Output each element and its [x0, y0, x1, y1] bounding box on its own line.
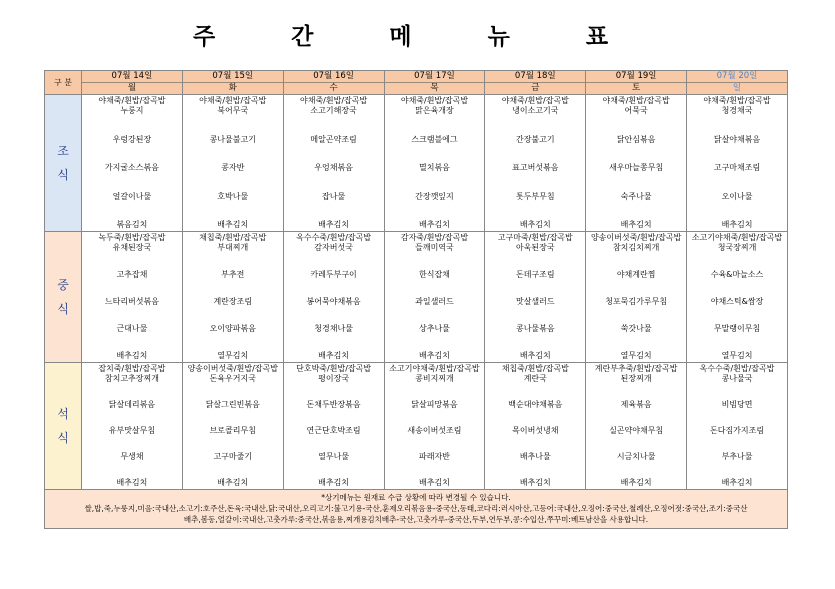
day-date: 07월 16일 [284, 71, 384, 83]
menu-item: 배추김치 [116, 478, 148, 487]
menu-item: 청경채국 [721, 106, 753, 115]
menu-item: 양송이버섯죽/흰밥/잡곡밥 [590, 233, 682, 242]
menu-item: 고구마줄기 [213, 452, 253, 461]
menu-item: 닭살피망볶음 [411, 400, 458, 409]
menu-item: 계란부추죽/흰밥/잡곡밥 [594, 364, 678, 373]
day-date: 07월 17일 [385, 71, 485, 83]
menu-item: 우렁강된장 [112, 134, 152, 144]
menu-item: 배추김치 [418, 220, 450, 229]
menu-item: 볶음김치 [116, 220, 148, 229]
menu-item: 닭안심볶음 [616, 134, 656, 144]
breakfast-cell-day-5 [485, 95, 586, 232]
breakfast-cell-day-3 [283, 95, 384, 232]
menu-item: 열무김치 [217, 351, 249, 360]
menu-item: 채칩죽/흰밥/잡곡밥 [501, 364, 569, 373]
menu-item: 아욱된장국 [515, 243, 555, 252]
header-day-6 [586, 71, 687, 95]
menu-item: 느타리버섯볶음 [104, 297, 159, 306]
lunch-cell-day-1 [82, 232, 183, 363]
menu-item: 배추김치 [318, 478, 350, 487]
menu-item: 배추김치 [519, 351, 551, 360]
menu-item: 채칩죽/흰밥/잡곡밥 [199, 233, 267, 242]
day-weekday: 화 [228, 83, 237, 93]
header-day-4 [384, 71, 485, 95]
menu-item: 열무나물 [318, 452, 350, 461]
menu-item: 열무김치 [620, 351, 652, 360]
menu-item: 녹두죽/흰밥/잡곡밥 [98, 233, 166, 242]
menu-item: 돈육우거지국 [209, 374, 256, 383]
menu-item: 콩나물볶음 [515, 324, 555, 333]
menu-item: 멸치볶음 [418, 163, 450, 172]
menu-item: 야채죽/흰밥/잡곡밥 [400, 96, 469, 105]
menu-item: 소고기야채죽/흰밥/잡곡밥 [691, 233, 783, 242]
footnote [45, 490, 788, 529]
menu-item: 청포묵김가루무침 [605, 297, 668, 306]
menu-item: 북어무국 [217, 106, 249, 115]
day-date: 07월 18일 [485, 71, 585, 83]
header-day-3 [283, 71, 384, 95]
menu-item: 야채죽/흰밥/잡곡밥 [98, 96, 166, 105]
dinner-cell-day-3 [283, 363, 384, 490]
day-weekday: 목 [430, 83, 439, 93]
menu-item: 스크램블에그 [411, 134, 458, 144]
menu-item: 양송이버섯죽/흰밥/잡곡밥 [187, 364, 278, 373]
menu-item: 감자버섯국 [314, 243, 353, 252]
menu-item: 파래자반 [418, 452, 450, 461]
menu-item: 누룽지 [120, 106, 144, 115]
menu-item: 우엉채볶음 [314, 163, 353, 172]
menu-item: 근대나물 [116, 324, 148, 333]
lunch-cell-day-3 [283, 232, 384, 363]
menu-item: 맛살샐러드 [515, 297, 555, 306]
menu-item: 야채계란찜 [616, 270, 656, 279]
header-label-cell: 구 분 [45, 71, 82, 95]
menu-item: 톳두부무침 [515, 191, 555, 201]
menu-item: 냉이소고기국 [512, 106, 559, 115]
menu-item: 목이버섯냉채 [512, 426, 559, 435]
menu-item: 오이나물 [721, 191, 753, 201]
menu-item: 돈다짐가지조림 [709, 426, 765, 435]
menu-item: 숙주나물 [620, 191, 652, 201]
footnote-row [45, 490, 788, 529]
menu-item: 배추김치 [318, 351, 350, 360]
menu-item: 과일샐러드 [415, 297, 454, 306]
day-date: 07월 19일 [586, 71, 686, 83]
lunch-cell-day-7 [687, 232, 788, 363]
menu-item: 계란국 [523, 374, 547, 383]
menu-item: 참치고추장찌개 [104, 374, 159, 383]
dinner-label: 석 식 [45, 363, 82, 490]
menu-item: 배추김치 [418, 478, 450, 487]
menu-item: 배추김치 [116, 351, 148, 360]
breakfast-cell-day-2 [182, 95, 283, 232]
menu-item: 콩나물국 [721, 374, 753, 383]
menu-item: 콩비지찌개 [415, 374, 454, 383]
menu-item: 단호박죽/흰밥/잡곡밥 [296, 364, 372, 373]
lunch-label: 중 식 [45, 232, 82, 363]
header-day-5 [485, 71, 586, 95]
menu-item: 얼갈이나물 [112, 191, 152, 201]
lunch-cell-day-2 [182, 232, 283, 363]
menu-item: 배추김치 [620, 478, 652, 487]
breakfast-cell-day-4 [384, 95, 485, 232]
menu-item: 배추나물 [519, 452, 551, 461]
menu-item: 평이장국 [318, 374, 350, 383]
dinner-cell-day-6 [586, 363, 687, 490]
menu-item: 한식잡채 [418, 270, 450, 279]
menu-item: 옥수수죽/흰밥/잡곡밥 [699, 364, 775, 373]
dinner-cell-day-2 [182, 363, 283, 490]
menu-item: 브로콜리무침 [209, 426, 256, 435]
menu-item: 부추전 [221, 270, 245, 279]
menu-item: 콩나물불고기 [209, 134, 256, 144]
menu-item: 메알곤약조림 [310, 134, 357, 144]
breakfast-label: 조 식 [45, 95, 82, 232]
menu-item: 배추김치 [217, 478, 249, 487]
menu-item: 비빔당면 [721, 400, 753, 409]
menu-item: 배추김치 [721, 478, 753, 487]
menu-item: 호박나물 [217, 191, 249, 201]
menu-item: 무생채 [120, 452, 144, 461]
day-date: 07월 14일 [82, 71, 182, 83]
menu-item: 배추김치 [721, 220, 753, 229]
menu-item: 상추나물 [418, 324, 450, 333]
lunch-cell-day-5 [485, 232, 586, 363]
menu-item: 연근단호박조림 [306, 426, 361, 435]
day-weekday: 토 [632, 83, 641, 93]
menu-item: 제육볶음 [620, 400, 652, 409]
header-day-1 [82, 71, 183, 95]
menu-item: 새송이버섯조림 [407, 426, 462, 435]
breakfast-row [45, 95, 788, 232]
menu-item: 배추김치 [519, 220, 551, 229]
menu-item: 시금치나물 [616, 452, 656, 461]
menu-item: 야채스틱&쌈장 [710, 297, 764, 306]
day-date: 07월 15일 [183, 71, 283, 83]
menu-item: 배추김치 [318, 220, 350, 229]
lunch-cell-day-6 [586, 232, 687, 363]
day-weekday: 금 [531, 83, 540, 93]
lunch-cell-day-4 [384, 232, 485, 363]
menu-item: 야채죽/흰밥/잡곡밥 [602, 96, 670, 105]
breakfast-cell-day-1 [82, 95, 183, 232]
page-title: 주 간 메 뉴 표 [192, 24, 643, 50]
day-weekday: 월 [127, 83, 137, 93]
header-day-7 [687, 71, 788, 95]
menu-item: 청국장찌개 [717, 243, 757, 252]
menu-item: 무말랭이무침 [713, 324, 761, 333]
menu-item: 오이양파볶음 [209, 324, 256, 333]
dinner-cell-day-7 [687, 363, 788, 490]
menu-item: 잡치죽/흰밥/잡곡밥 [98, 364, 166, 373]
menu-item: 돈데구조림 [515, 270, 555, 279]
dinner-cell-day-5 [485, 363, 586, 490]
header-day-2 [182, 71, 283, 95]
menu-item: 고구마죽/흰밥/잡곡밥 [497, 233, 573, 242]
lunch-row [45, 232, 788, 363]
menu-item: 맑은육개장 [415, 106, 454, 115]
dinner-cell-day-4 [384, 363, 485, 490]
menu-item: 봉어묵야채볶음 [306, 297, 361, 306]
menu-item: 쑥갓나물 [620, 324, 652, 333]
breakfast-cell-day-6 [586, 95, 687, 232]
menu-item: 배추김치 [519, 478, 551, 487]
menu-item: 참치김치찌개 [612, 243, 660, 252]
weekly-menu-table [44, 70, 788, 529]
header-row [45, 71, 788, 95]
footnote-line1: *상기메뉴는 원재료 수급 상황에 따라 변경될 수 있습니다. [321, 493, 511, 502]
menu-item: 닭살야채볶음 [713, 134, 761, 144]
menu-item: 된장찌개 [620, 374, 652, 383]
menu-item: 옥수수죽/흰밥/잡곡밥 [296, 233, 372, 242]
menu-item: 야채죽/흰밥/잡곡밥 [199, 96, 267, 105]
menu-item: 간장불고기 [515, 134, 555, 144]
menu-item: 야채죽/흰밥/잡곡밥 [300, 96, 368, 105]
menu-item: 유부맛살무침 [108, 426, 156, 435]
menu-item: 고구마채조림 [713, 163, 761, 172]
day-date: 07월 20일 [687, 71, 787, 83]
menu-item: 간장깻잎지 [415, 191, 454, 201]
day-weekday: 수 [329, 83, 338, 93]
menu-item: 닭살데리볶음 [108, 400, 156, 409]
menu-item: 돈채두반장볶음 [306, 400, 361, 409]
menu-item: 계란장조림 [213, 297, 253, 306]
day-weekday: 일 [732, 83, 742, 93]
menu-item: 들깨미역국 [415, 243, 454, 252]
menu-item: 콩자반 [221, 163, 245, 172]
menu-item: 배추김치 [620, 220, 652, 229]
menu-item: 카레두부구이 [310, 270, 357, 279]
menu-item: 부대찌개 [217, 243, 249, 252]
menu-item: 야채죽/흰밥/잡곡밥 [703, 96, 771, 105]
menu-item: 유채된장국 [112, 243, 152, 252]
dinner-row [45, 363, 788, 490]
menu-item: 소고기야채죽/흰밥/잡곡밥 [389, 364, 480, 373]
menu-item: 어묵국 [624, 106, 648, 115]
menu-item: 청경채나물 [314, 324, 353, 333]
breakfast-cell-day-7 [687, 95, 788, 232]
menu-item: 백순대야채볶음 [508, 400, 563, 409]
menu-item: 새우마늘쫑무침 [609, 163, 664, 172]
footnote-line2: 쌀,밥,죽,누룽지,미음:국내산,소고기:호주산,돈육:국내산,닭:국내산,오리고기:불고기용-국산,훈제오리볶음용-중국산,동태,코다리:러시아산,고등어:국내산,오징어:중국산,철례산,오징어젓:중국산,조기:중국산 [84, 504, 748, 513]
menu-item: 가지굴소스볶음 [104, 163, 159, 172]
dinner-cell-day-1 [82, 363, 183, 490]
menu-item: 열무김치 [721, 351, 753, 360]
menu-item: 표고버섯볶음 [512, 163, 559, 172]
menu-item: 잡나물 [322, 191, 346, 201]
menu-item: 닭살그린빈볶음 [205, 400, 260, 409]
menu-item: 실곤약야채무침 [609, 426, 664, 435]
menu-item: 야채죽/흰밥/잡곡밥 [501, 96, 569, 105]
menu-item: 수육&마늘소스 [710, 270, 764, 279]
menu-item: 고추잡채 [116, 270, 148, 279]
menu-item: 부추나물 [721, 452, 753, 461]
menu-item: 배추김치 [418, 351, 450, 360]
menu-item: 소고기해장국 [310, 106, 357, 115]
footnote-line3: 배추,봄동,얼갈이:국내산,고춧가루:중국산,볶음용,찌개용김치배추-국산,고춧가루-중국산,두부,연두부,콩:수입산,쭈꾸미:베트남산을 사용합니다. [183, 515, 649, 524]
menu-item: 배추김치 [217, 220, 249, 229]
menu-item: 감자죽/흰밥/잡곡밥 [400, 233, 469, 242]
